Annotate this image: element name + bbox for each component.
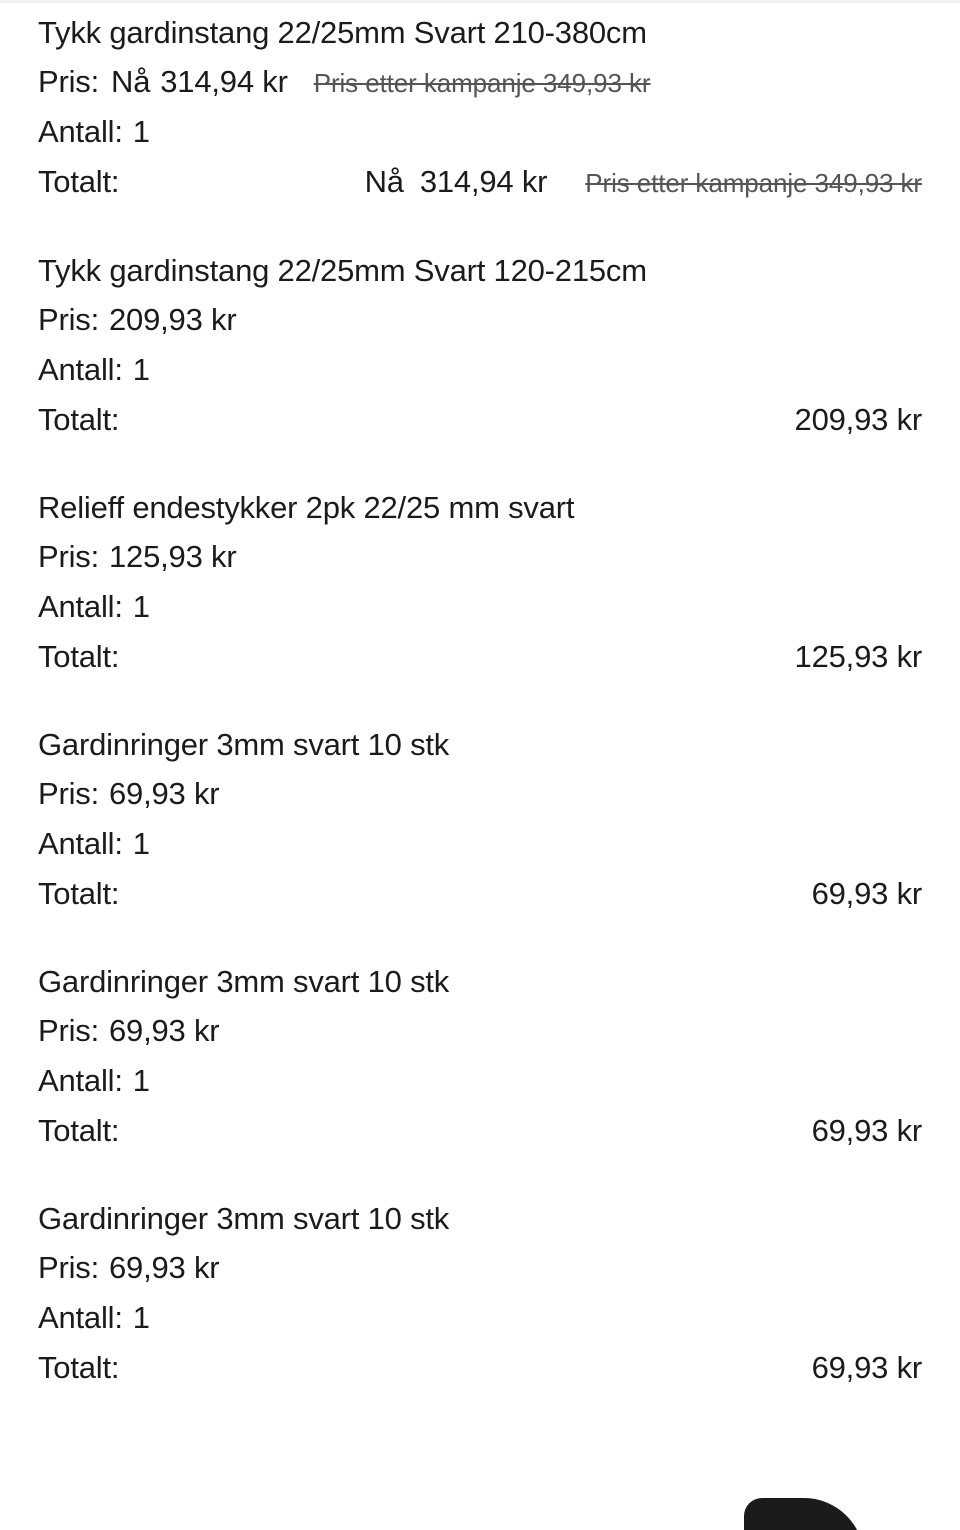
item-price-now-prefix: Nå xyxy=(111,64,151,99)
item-title: Gardinringer 3mm svart 10 stk xyxy=(38,1201,450,1236)
item-title: Tykk gardinstang 22/25mm Svart 120-215cm xyxy=(38,253,647,288)
item-total-value: 69,93 kr xyxy=(811,1113,922,1148)
item-price-line xyxy=(38,57,922,107)
item-price-value: 69,93 kr xyxy=(109,776,220,811)
item-total-line xyxy=(38,395,922,445)
cart-item xyxy=(38,0,922,208)
cart-item xyxy=(38,957,922,1156)
item-quantity-label: Antall: xyxy=(38,1300,123,1335)
item-quantity-label: Antall: xyxy=(38,1063,123,1098)
cart-item xyxy=(38,246,922,445)
item-quantity-value: 1 xyxy=(132,826,150,861)
item-price-line xyxy=(38,1006,922,1056)
item-quantity-label: Antall: xyxy=(38,826,123,861)
item-quantity-value: 1 xyxy=(132,114,150,149)
item-quantity-value: 1 xyxy=(132,1300,150,1335)
item-price-line xyxy=(38,295,922,345)
item-total-label: Totalt: xyxy=(38,876,120,911)
item-quantity-label: Antall: xyxy=(38,352,123,387)
item-total-value: 125,93 kr xyxy=(794,639,922,674)
cut-off-shape xyxy=(744,1498,864,1530)
cart-item xyxy=(38,720,922,919)
item-price-label: Pris: xyxy=(38,1250,100,1285)
item-title: Gardinringer 3mm svart 10 stk xyxy=(38,964,450,999)
item-quantity-label: Antall: xyxy=(38,589,123,624)
item-quantity-value: 1 xyxy=(132,589,150,624)
item-total-label: Totalt: xyxy=(38,164,120,199)
cart-item xyxy=(38,1194,922,1393)
item-title: Relieff endestykker 2pk 22/25 mm svart xyxy=(38,490,575,525)
item-quantity-line xyxy=(38,345,922,395)
item-price-value: 69,93 kr xyxy=(109,1013,220,1048)
cart-item xyxy=(38,483,922,682)
item-separator xyxy=(38,445,922,483)
item-price-label: Pris: xyxy=(38,302,100,337)
item-quantity-line xyxy=(38,1293,922,1343)
item-total-value: 314,94 kr xyxy=(419,164,548,199)
item-price-label: Pris: xyxy=(38,776,100,811)
item-price-value: 125,93 kr xyxy=(109,539,237,574)
item-price-value: 209,93 kr xyxy=(109,302,237,337)
item-separator xyxy=(38,1156,922,1194)
item-price-value: 69,93 kr xyxy=(109,1250,220,1285)
cut-off-graphic xyxy=(744,1494,864,1530)
item-quantity-value: 1 xyxy=(132,352,150,387)
item-title: Gardinringer 3mm svart 10 stk xyxy=(38,727,450,762)
item-total-line xyxy=(38,869,922,919)
item-title: Tykk gardinstang 22/25mm Svart 210-380cm xyxy=(38,15,647,50)
item-total-label: Totalt: xyxy=(38,1350,120,1385)
item-quantity-line xyxy=(38,107,922,157)
item-separator xyxy=(38,682,922,720)
item-total-original: Pris etter kampanje 349,93 kr xyxy=(585,168,922,198)
item-quantity-line xyxy=(38,819,922,869)
item-total-line xyxy=(38,632,922,682)
item-total-value: 209,93 kr xyxy=(794,402,922,437)
item-price-value: 314,94 kr xyxy=(160,64,288,99)
item-quantity-label: Antall: xyxy=(38,114,123,149)
item-price-label: Pris: xyxy=(38,539,100,574)
item-quantity-value: 1 xyxy=(132,1063,150,1098)
item-total-label: Totalt: xyxy=(38,1113,120,1148)
item-price-label: Pris: xyxy=(38,1013,100,1048)
item-total-label: Totalt: xyxy=(38,639,120,674)
item-total-label: Totalt: xyxy=(38,402,120,437)
item-total-value: 69,93 kr xyxy=(811,1350,922,1385)
item-total-now-prefix: Nå xyxy=(364,164,404,199)
item-price-original: Pris etter kampanje 349,93 kr xyxy=(313,68,651,98)
item-total-value: 69,93 kr xyxy=(811,876,922,911)
item-quantity-line xyxy=(38,582,922,632)
item-separator xyxy=(38,208,922,246)
item-price-line xyxy=(38,769,922,819)
item-price-line xyxy=(38,532,922,582)
item-price-line xyxy=(38,1243,922,1293)
item-total-line xyxy=(38,1343,922,1393)
item-total-line xyxy=(38,1106,922,1156)
item-separator xyxy=(38,919,922,957)
item-total-line xyxy=(38,157,922,208)
item-quantity-line xyxy=(38,1056,922,1106)
item-price-label: Pris: xyxy=(38,64,100,99)
